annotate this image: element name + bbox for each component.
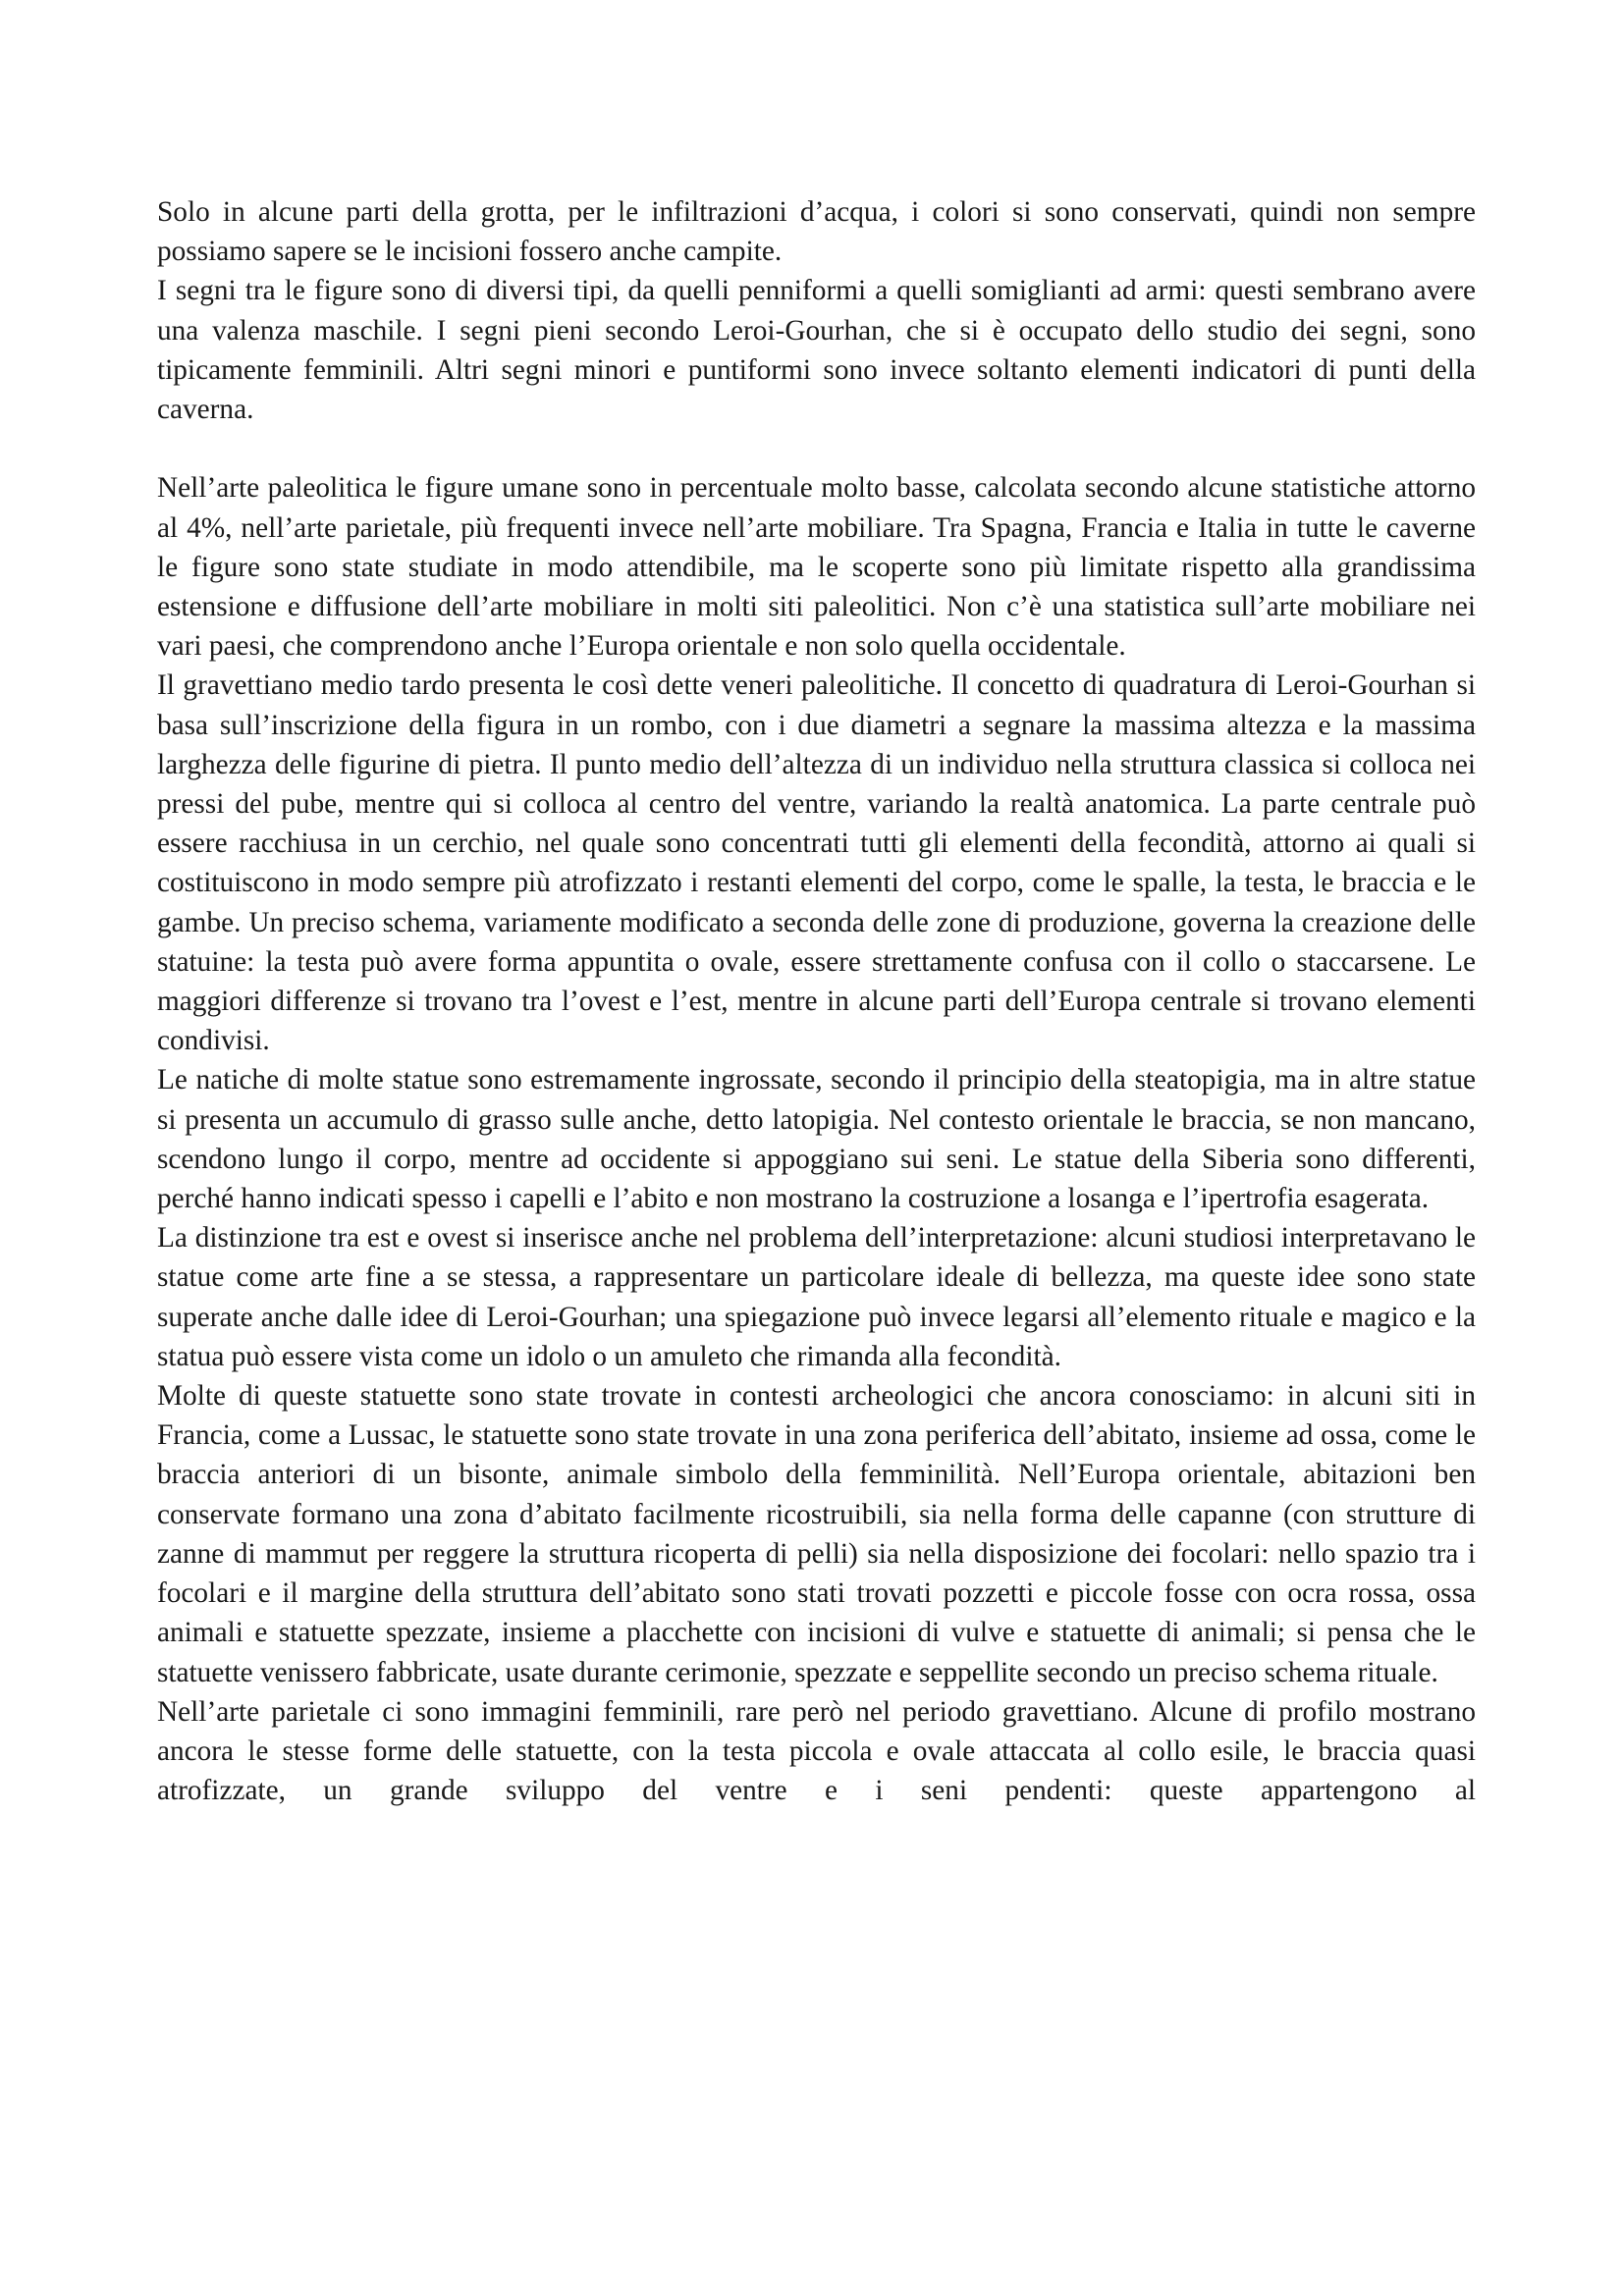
paragraph-4: Il gravettiano medio tardo presenta le così dette veneri paleolitiche. Il concetto di quadratura di Leroi-Gourhan si basa sull’inscrizione della figura in un rombo, con i due diametri a segnare la massima altezza e la massima larghezza delle figurine di pietra. Il punto medio dell’altezza di un individuo nella struttura classica si colloca nei pressi del pube, mentre qui si colloca al centro del ventre, variando la realtà anatomica. La parte centrale può essere racchiusa in un cerchio, nel quale sono concentrati tutti gli elementi della fecondità, attorno ai quali si costituiscono in modo sempre più atrofizzato i restanti elementi del corpo, come le spalle, la testa, le braccia e le gambe. Un preciso schema, variamente modificato a seconda delle zone di produzione, governa la creazione delle statuine: la testa può avere forma appuntita o ovale, essere strettamente confusa con il collo o staccarsene. Le maggiori differenze si trovano tra l’ovest e l’est, mentre in alcune parti dell’Europa centrale si trovano elementi condivisi. xyxy=(157,669,1476,1057)
paragraph-1: Solo in alcune parti della grotta, per le infiltrazioni d’acqua, i colori si sono conservati, quindi non sempre possiamo sapere se le incisioni fossero anche campite. xyxy=(157,196,1476,268)
paragraph-8: Nell’arte parietale ci sono immagini femminili, rare però nel periodo gravettiano. Alcune di profilo mostrano ancora le stesse forme delle statuette, con la testa piccola e ovale attaccata al collo esile, le braccia quasi atrofizzate, un grande sviluppo del ventre e i seni pendenti: queste appartengono al xyxy=(157,1695,1476,1807)
paragraph-7: Molte di queste statuette sono state trovate in contesti archeologici che ancora conosciamo: in alcuni siti in Francia, come a Lussac, le statuette sono state trovate in una zona periferica dell’abitato, insieme ad ossa, come le braccia anteriori di un bisonte, animale simbolo della femminilità. Nell’Europa orientale, abitazioni ben conservate formano una zona d’abitato facilmente ricostruibili, sia nella forma delle capanne (con strutture di zanne di mammut per reggere la struttura ricoperta di pelli) sia nella disposizione dei focolari: nello spazio tra i focolari e il margine della struttura dell’abitato sono stati trovati pozzetti e piccole fosse con ocra rossa, ossa animali e statuette spezzate, insieme a placchette con incisioni di vulve e statuette di animali; si pensa che le statuette venissero fabbricate, usate durante cerimonie, spezzate e seppellite secondo un preciso schema rituale. xyxy=(157,1380,1476,1688)
paragraph-6: La distinzione tra est e ovest si inserisce anche nel problema dell’interpretazione: alcuni studiosi interpretavano le statue come arte fine a se stessa, a rappresentare un particolare ideale di bellezza, ma queste idee sono state superate anche dalle idee di Leroi-Gourhan; una spiegazione può invece legarsi all’elemento rituale e magico e la statua può essere vista come un idolo o un amuleto che rimanda alla fecondità. xyxy=(157,1222,1476,1372)
paragraph-gap xyxy=(157,429,1476,468)
document-body xyxy=(157,192,1476,1810)
paragraph-5: Le natiche di molte statue sono estremamente ingrossate, secondo il principio della steatopigia, ma in altre statue si presenta un accumulo di grasso sulle anche, detto latopigia. Nel contesto orientale le braccia, se non mancano, scendono lungo il corpo, mentre ad occidente si appoggiano sui seni. Le statue della Siberia sono differenti, perché hanno indicati spesso i capelli e l’abito e non mostrano la costruzione a losanga e l’ipertrofia esagerata. xyxy=(157,1064,1476,1215)
paragraph-3: Nell’arte paleolitica le figure umane sono in percentuale molto basse, calcolata secondo alcune statistiche attorno al 4%, nell’arte parietale, più frequenti invece nell’arte mobiliare. Tra Spagna, Francia e Italia in tutte le caverne le figure sono state studiate in modo attendibile, ma le scoperte sono più limitate rispetto alla grandissima estensione e diffusione dell’arte mobiliare in molti siti paleolitici. Non c’è una statistica sull’arte mobiliare nei vari paesi, che comprendono anche l’Europa orientale e non solo quella occidentale. xyxy=(157,472,1476,663)
paragraph-2: I segni tra le figure sono di diversi tipi, da quelli penniformi a quelli somiglianti ad armi: questi sembrano avere una valenza maschile. I segni pieni secondo Leroi-Gourhan, che si è occupato dello studio dei segni, sono tipicamente femminili. Altri segni minori e puntiformi sono invece soltanto elementi indicatori di punti della caverna. xyxy=(157,275,1476,426)
